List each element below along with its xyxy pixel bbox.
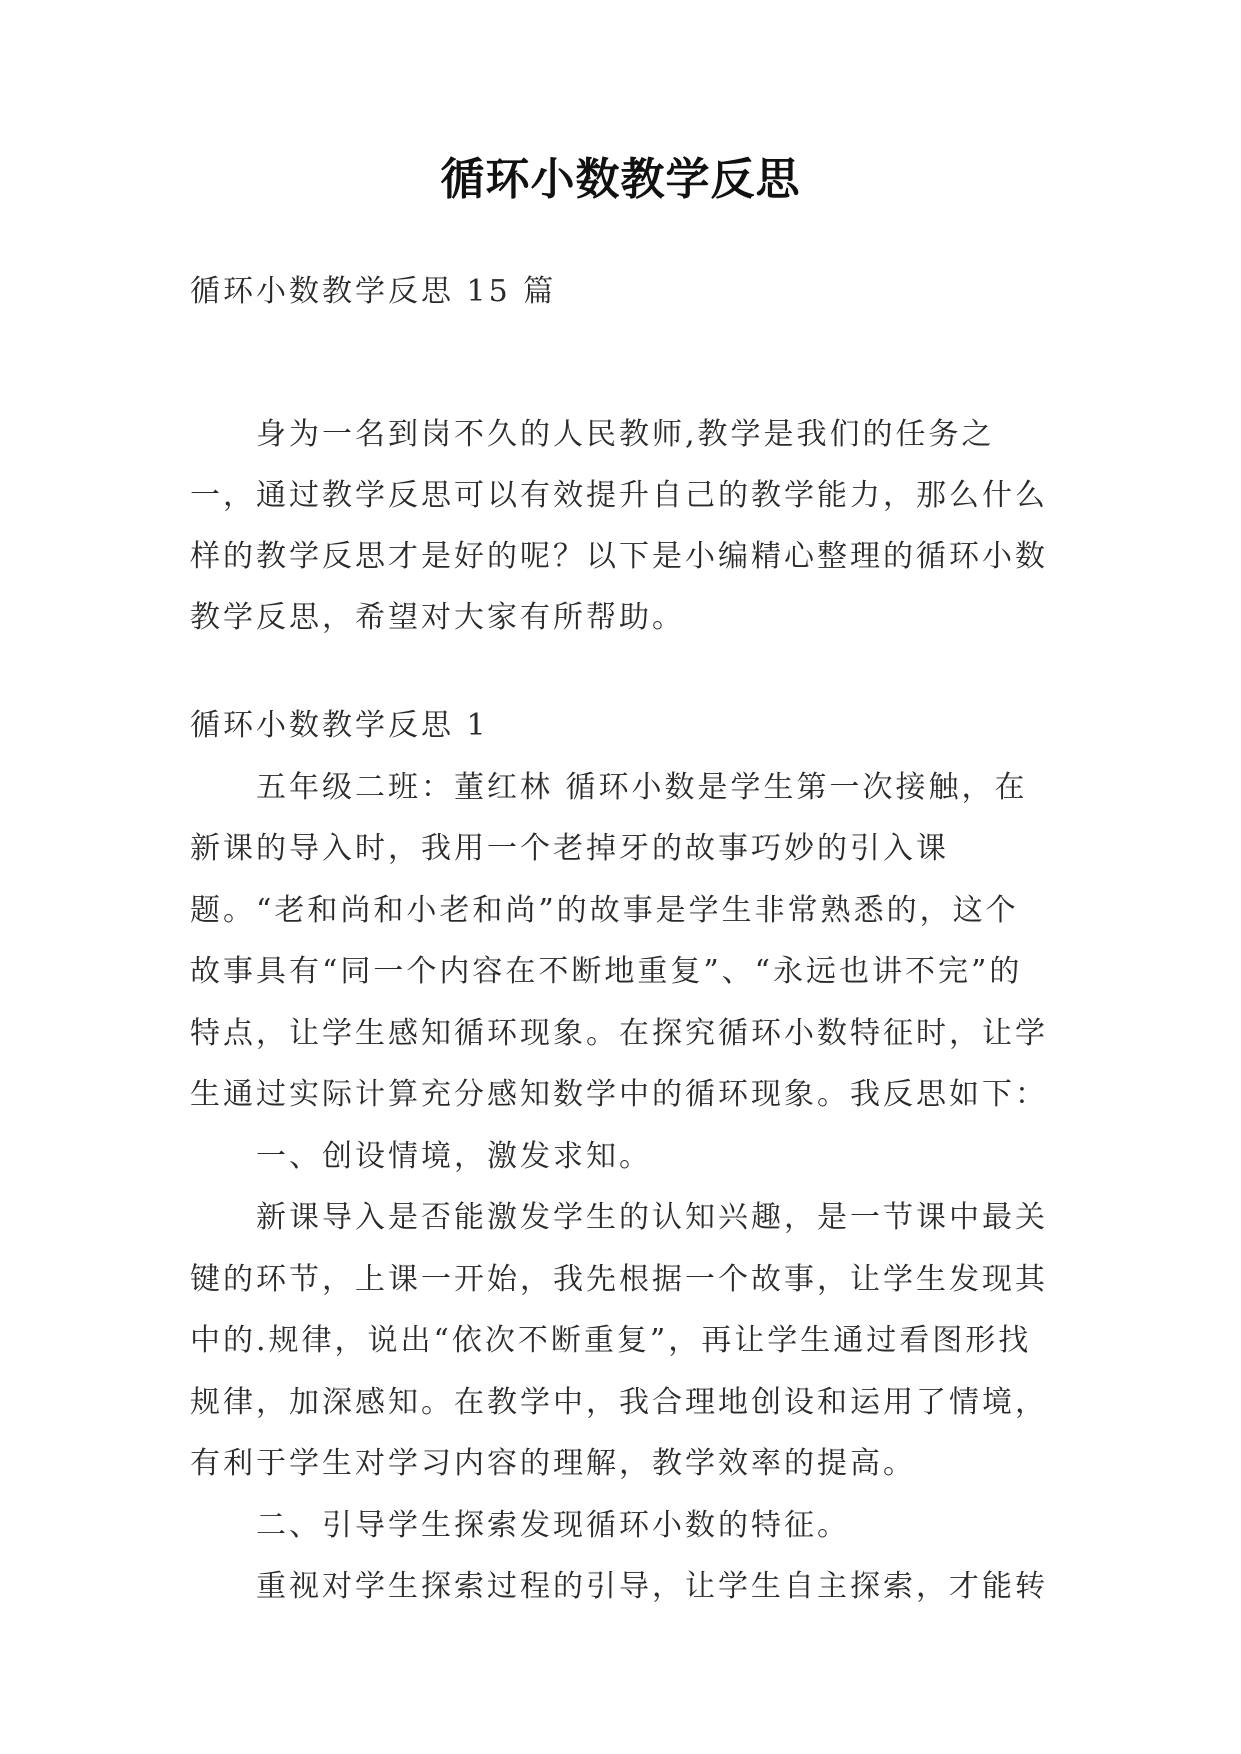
paragraph-4: 二、引导学生探索发现循环小数的特征。 [256,1507,850,1543]
paragraph-1: 五年级二班：董红林 循环小数是学生第一次接触，在新课的导入时，我用一个老掉牙的故事巧妙的引入课题。“老和尚和小老和尚”的故事是学生非常熟悉的，这个故事具有“同一个内容在不断地重复”、“永远也讲不完”的特点，让学生感知循环现象。在探究循环小数特征时，让学生通过实际计算充分感知数学中的循环现象。我反思如下： [190,769,1048,1112]
document-subtitle: 循环小数教学反思 15 篇 [190,274,557,309]
paragraph-2: 一、创设情境，激发求知。 [256,1138,652,1174]
paragraph-3: 新课导入是否能激发学生的认知兴趣，是一节课中最关键的环节，上课一开始，我先根据一个故事，让学生发现其中的.规律，说出“依次不断重复”，再让学生通过看图形找规律，加深感知。在教学中，我合理地创设和运用了情境，有利于学生对学习内容的理解，教学效率的提高。 [190,1200,1048,1481]
section-heading: 循环小数教学反思 1 [190,708,489,743]
intro-paragraph: 身为一名到岗不久的人民教师,教学是我们的任务之一，通过教学反思可以有效提升自己的教学能力，那么什么样的教学反思才是好的呢？以下是小编精心整理的循环小数教学反思，希望对大家有所帮助。 [190,417,1048,635]
section-1 [190,695,1050,1618]
document-title: 循环小数教学反思 [440,154,801,205]
paragraph-5: 重视对学生探索过程的引导，让学生自主探索，才能转 [256,1569,1048,1604]
